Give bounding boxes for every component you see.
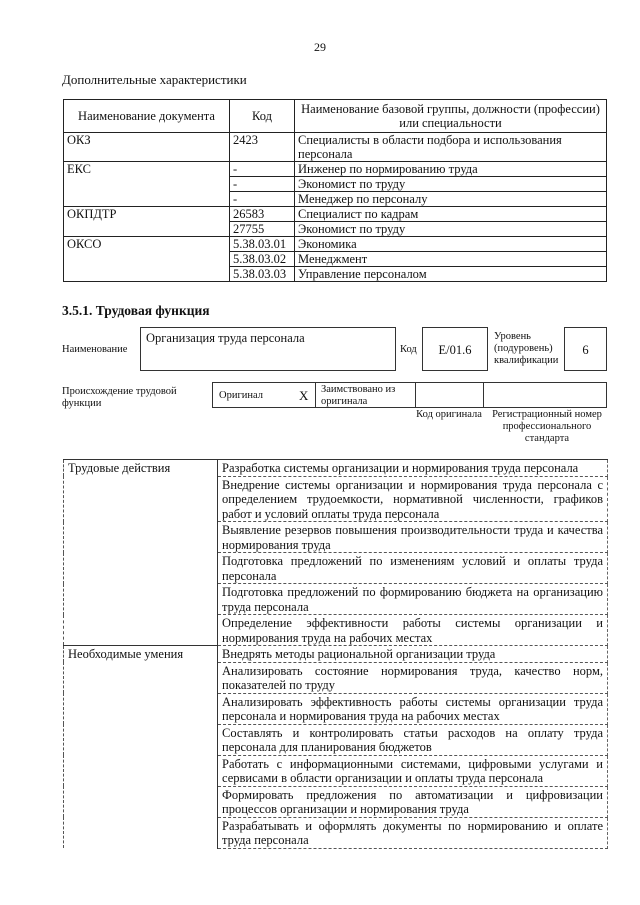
doc-cell: ЕКС [64, 162, 230, 207]
skill-item: Работать с информационными системами, цифровыми услугами и сервисами в области организации и оплаты труда персонала [218, 755, 608, 786]
origin-divider [483, 383, 484, 407]
code-original-label: Код оригинала [416, 409, 482, 420]
table-row [64, 162, 607, 177]
level-label: Уровень (подуровень) квалификации [494, 331, 559, 366]
original-label: Оригинал [219, 390, 263, 401]
origin-divider [315, 383, 316, 407]
additional-characteristics-table [63, 99, 607, 282]
section-title: 3.5.1. Трудовая функция [62, 303, 210, 318]
origin-box [212, 382, 607, 408]
function-code-value: E/01.6 [438, 343, 472, 357]
name-cell: Управление персоналом [295, 267, 607, 282]
name-cell: Инженер по нормированию труда [295, 162, 607, 177]
reg-number-label: Регистрационный номер профессионального стандарта [492, 409, 602, 444]
skill-item: Внедрять методы рациональной организации труда [218, 646, 608, 663]
header-name: Наименование базовой группы, должности (профессии) или специальности [295, 100, 607, 133]
action-item: Выявление резервов повышения производительности труда и качества нормирования труда [218, 522, 608, 553]
name-cell: Менеджер по персоналу [295, 192, 607, 207]
skill-item: Формировать предложения по автоматизации и цифровизации процессов организации и нормирования труда [218, 786, 608, 817]
code-cell: 26583 [230, 207, 295, 222]
table-row [64, 646, 608, 663]
name-cell: Экономика [295, 237, 607, 252]
level-value: 6 [582, 343, 589, 357]
action-item: Разработка системы организации и нормирования труда персонала [218, 460, 608, 477]
code-cell: - [230, 177, 295, 192]
code-cell: 5.38.03.03 [230, 267, 295, 282]
doc-cell: ОКЗ [64, 133, 230, 162]
name-cell: Специалисты в области подбора и использования персонала [295, 133, 607, 162]
action-item: Внедрение системы организации и нормирования труда персонала с определением трудоемкости, нормативной численности, графиков работ и условий оплаты труда персонала [218, 476, 608, 522]
doc-cell: ОКПДТР [64, 207, 230, 237]
function-code-box [422, 327, 488, 371]
code-label: Код [400, 344, 417, 355]
code-cell: - [230, 162, 295, 177]
name-cell: Экономист по труду [295, 177, 607, 192]
code-cell: 5.38.03.01 [230, 237, 295, 252]
original-mark: X [299, 388, 309, 403]
table-row [64, 133, 607, 162]
origin-divider [415, 383, 416, 407]
skill-item: Разрабатывать и оформлять документы по нормированию и оплате труда персонала [218, 817, 608, 848]
name-cell: Экономист по труду [295, 222, 607, 237]
header-code: Код [230, 100, 295, 133]
actions-label: Трудовые действия [64, 460, 218, 646]
header-document: Наименование документа [64, 100, 230, 133]
skill-item: Анализировать состояние нормирования труда, качество норм, показателей по труду [218, 662, 608, 693]
name-cell: Специалист по кадрам [295, 207, 607, 222]
action-item: Подготовка предложений по изменениям условий и оплаты труда персонала [218, 553, 608, 584]
name-cell: Менеджмент [295, 252, 607, 267]
name-label: Наименование [62, 344, 128, 355]
table-row [64, 207, 607, 222]
level-box [564, 327, 607, 371]
action-item: Определение эффективности работы системы организации и нормирования труда на рабочих местах [218, 615, 608, 646]
borrowed-label: Заимствовано из оригинала [321, 384, 396, 407]
code-cell: 5.38.03.02 [230, 252, 295, 267]
skills-label: Необходимые умения [64, 646, 218, 849]
function-name-box [140, 327, 396, 371]
code-cell: 2423 [230, 133, 295, 162]
table-row [64, 237, 607, 252]
skill-item: Составлять и контролировать статьи расходов на оплату труда персонала для планирования бюджетов [218, 724, 608, 755]
additional-characteristics-heading: Дополнительные характеристики [62, 72, 247, 87]
page-number: 29 [314, 40, 326, 54]
code-cell: 27755 [230, 222, 295, 237]
code-cell: - [230, 192, 295, 207]
function-name-value: Организация труда персонала [146, 331, 305, 345]
table-row [64, 460, 608, 477]
doc-cell: ОКСО [64, 237, 230, 282]
labour-function-table [63, 459, 608, 849]
skill-item: Анализировать эффективность работы системы организации труда персонала и нормирования труда на рабочих местах [218, 693, 608, 724]
action-item: Подготовка предложений по формированию бюджета на организацию труда персонала [218, 584, 608, 615]
origin-label: Происхождение трудовой функции [62, 386, 177, 409]
